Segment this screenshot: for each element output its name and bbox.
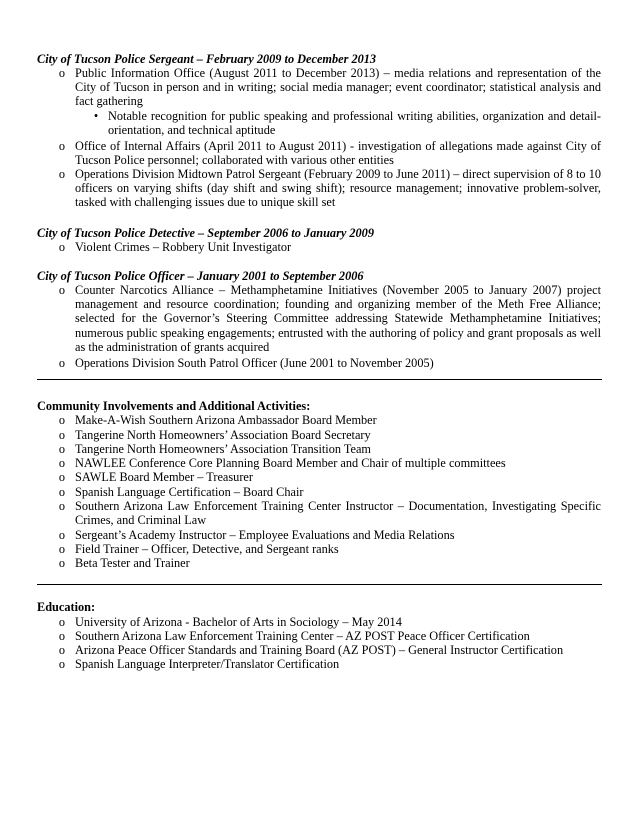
job-title-officer: City of Tucson Police Officer – January 2001 to September 2006: [37, 269, 364, 283]
list-item-text: Arizona Peace Officer Standards and Training Board (AZ POST) – General Instructor Certification: [75, 643, 564, 657]
list-item-text: Notable recognition for public speaking and professional writing abilities, organization and detail-orientation, and technical aptitude: [108, 109, 601, 138]
list-item-sub: [93, 109, 601, 138]
circle-bullet-icon: o: [58, 629, 66, 643]
list-item: [58, 356, 601, 370]
list-item-text: Counter Narcotics Alliance – Methamphetamine Initiatives (November 2005 to January 2007) project management and resource coordination; founding and organizing member of the Meth Free Alliance; selected for the Governor’s Steering Committee addressing Statewide Methamphetamine Initiatives; numerous public speaking engagements; entrusted with the authoring of policy and grant proposals as well as the administration of grants acquired: [75, 283, 601, 354]
list-item-text: SAWLE Board Member – Treasurer: [75, 470, 253, 484]
section-title-education: Education:: [37, 600, 96, 614]
list-item-text: Southern Arizona Law Enforcement Training Center Instructor – Documentation, Investigating Specific Crimes, and Criminal Law: [75, 499, 601, 528]
list-item: [58, 66, 601, 109]
list-item-text: NAWLEE Conference Core Planning Board Member and Chair of multiple committees: [75, 456, 506, 470]
list-item-text: Operations Division South Patrol Officer (June 2001 to November 2005): [75, 356, 434, 370]
circle-bullet-icon: o: [58, 428, 66, 442]
list-item-text: Tangerine North Homeowners’ Association Board Secretary: [75, 428, 371, 442]
list-item: [58, 657, 601, 671]
list-item-text: Make-A-Wish Southern Arizona Ambassador Board Member: [75, 413, 377, 427]
list-item: [58, 470, 601, 484]
list-item: [58, 528, 601, 542]
circle-bullet-icon: o: [58, 485, 66, 499]
circle-bullet-icon: o: [58, 167, 66, 181]
list-item-text: Operations Division Midtown Patrol Sergeant (February 2009 to June 2011) – direct supervision of 8 to 10 officers on varying shifts (day shift and swing shift); resource management; innovative problem-solver, tasked with challenging issues due to unique skill set: [75, 167, 601, 210]
list-item-text: University of Arizona - Bachelor of Arts in Sociology – May 2014: [75, 615, 402, 629]
list-item-text: Beta Tester and Trainer: [75, 556, 190, 570]
list-item-text: Spanish Language Interpreter/Translator Certification: [75, 657, 340, 671]
list-item-text: Field Trainer – Officer, Detective, and Sergeant ranks: [75, 542, 339, 556]
section-divider: [37, 379, 602, 380]
list-item: [58, 167, 601, 210]
circle-bullet-icon: o: [58, 542, 66, 556]
list-item: [58, 139, 601, 168]
section-title-community: Community Involvements and Additional Activities:: [37, 399, 311, 413]
circle-bullet-icon: o: [58, 657, 66, 671]
list-item: [58, 615, 601, 629]
list-item: [58, 240, 601, 254]
list-item: [58, 556, 601, 570]
list-item-text: Tangerine North Homeowners’ Association Transition Team: [75, 442, 371, 456]
circle-bullet-icon: o: [58, 456, 66, 470]
list-item: [58, 283, 601, 354]
section-divider: [37, 584, 602, 585]
circle-bullet-icon: o: [58, 643, 66, 657]
list-item: [58, 456, 601, 470]
job-title-sergeant: City of Tucson Police Sergeant – February 2009 to December 2013: [37, 52, 377, 66]
list-item-text: Spanish Language Certification – Board Chair: [75, 485, 304, 499]
list-item-text: Public Information Office (August 2011 to December 2013) – media relations and representation of the City of Tucson in person and in writing; social media manager; event coordinator; statistical analysis and fact gathering: [75, 66, 601, 109]
bullet-icon: •: [93, 109, 99, 123]
list-item-text: Sergeant’s Academy Instructor – Employee Evaluations and Media Relations: [75, 528, 455, 542]
circle-bullet-icon: o: [58, 470, 66, 484]
circle-bullet-icon: o: [58, 413, 66, 427]
job-title-detective: City of Tucson Police Detective – September 2006 to January 2009: [37, 226, 374, 240]
list-item-text: Violent Crimes – Robbery Unit Investigator: [75, 240, 292, 254]
list-item: [58, 499, 601, 528]
circle-bullet-icon: o: [58, 528, 66, 542]
list-item: [58, 428, 601, 442]
list-item: [58, 442, 601, 456]
list-item: [58, 629, 601, 643]
circle-bullet-icon: o: [58, 556, 66, 570]
list-item: [58, 643, 601, 657]
circle-bullet-icon: o: [58, 283, 66, 297]
circle-bullet-icon: o: [58, 442, 66, 456]
circle-bullet-icon: o: [58, 615, 66, 629]
circle-bullet-icon: o: [58, 240, 66, 254]
list-item-text: Southern Arizona Law Enforcement Training Center – AZ POST Peace Officer Certification: [75, 629, 530, 643]
list-item: [58, 542, 601, 556]
list-item: [58, 413, 601, 427]
circle-bullet-icon: o: [58, 499, 66, 513]
list-item: [58, 485, 601, 499]
circle-bullet-icon: o: [58, 66, 66, 80]
circle-bullet-icon: o: [58, 356, 66, 370]
circle-bullet-icon: o: [58, 139, 66, 153]
list-item-text: Office of Internal Affairs (April 2011 to August 2011) - investigation of allegations made against City of Tucson Police personnel; collaborated with various other entities: [75, 139, 601, 168]
